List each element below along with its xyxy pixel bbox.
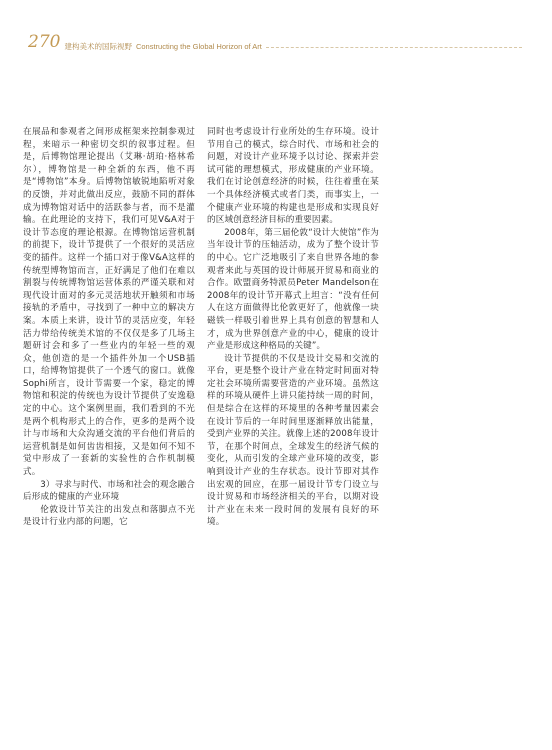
left-column	[23, 126, 195, 529]
right-column	[207, 126, 379, 529]
paragraph: 伦敦设计节关注的出发点和落脚点不光是设计行业内部的问题，它	[23, 504, 195, 528]
header-divider	[266, 47, 522, 48]
book-title-cn: 建构美术的国际视野	[64, 42, 132, 51]
book-title-en: Constructing the Global Horizon of Art	[135, 42, 262, 51]
paragraph: 2008年，第三届伦敦“设计大使馆”作为当年设计节的压轴活动，成为了整个设计节的中心。它广泛地吸引了来自世界各地的参观者来此与英国的设计师展开贸易和商业的合作。欧盟商务特派员Peter Mandelson在2008年的设计节开幕式上坦言：“没有任何人在这方面做得比伦敦更好了，他就像一块磁铁一样吸引着世界上具有创意的智慧和人才，成为世界创意产业的中心，健康的设计产业是形成这种格局的关键”。	[207, 227, 379, 352]
section-heading: 3）寻求与时代、市场和社会的观念融合后形成的健康的产业环境	[23, 479, 195, 503]
page-header	[28, 34, 522, 51]
paragraph: 同时也考虑设计行业所处的生存环境。设计节用自己的模式，综合时代、市场和社会的问题，对设计产业环境予以讨论、探索并尝试可能的理想模式，形成健康的产业环境。我们在讨论创意经济的时候，往往着重在某一个具体经济模式或者门类，而事实上，一个健康产业环境的构建也是形成和实现良好的区域创意经济目标的重要因素。	[207, 127, 379, 226]
paragraph: 在展品和参观者之间形成框架来控制参观过程，来暗示一种密切交织的叙事过程。但是，后博物馆理论提出（艾琳·胡珀·格林希尔），博物馆是一种全新的东西，他不再是“博物馆”本身。后博物馆敏锐地陷听对象的反馈，并对此做出反应，鼓励不同的群体成为博物馆对话中的活跃参与者，而不是灌输。在此理论的支持下，我们可见V&A对于设计节态度的理论根源。在博物馆运营机制的前提下，设计节提供了一个很好的灵活应变的插件。这样一个插口对于像V&A这样的传统型博物馆而言，正好满足了他们在难以割裂与传统博物馆运营体系的严谨关联和对现代设计面对的多元灵活地状开触须和市场接轨的矛盾中，寻找到了一种中立的解决方案。本质上来讲，设计节的灵活应变，年轻活力带给传统美术馆的不仅仅是多了几场主题研讨会和多了一些业内的年轻一些的观众，他创造的是一个插件外加一个USB插口，给博物馆提供了一个透气的窗口。就像Sophi所言，设计节需要一个家，稳定的博物馆和积淀的传统也为设计节提供了安逸稳定的中心。这个案例里面，我们看到的不光是两个机构形式上的合作，更多的是两个设计与市场和大众沟通交流的平台他们背后的运营机制是如何齿齿相接，又是如何不知不觉中形成了一套新的实验性的合作机制模式。	[23, 127, 195, 478]
page-number: 270	[28, 32, 61, 52]
paragraph: 设计节提供的不仅是设计交易和交流的平台，更是整个设计产业在特定时间面对特定社会环境所需要营造的产业环境。虽然这样的环境从硬件上讲只能持续一周的时间，但是综合在这样的环境里的各种考量因素会在设计节后的一年时间里逐渐释放出能量，受到产业界的关注。就像上述的2008年设计节，在那个时间点，全球发生的经济气候的变化，从而引发的全球产业环境的改变，影响到设计产业的生存状态。设计节即对其作出宏观的回应，在那一届设计节专门设立与设计贸易和市场经济相关的平台，以期对设计产业在未来一段时间的发展有良好的环境。	[207, 353, 379, 528]
